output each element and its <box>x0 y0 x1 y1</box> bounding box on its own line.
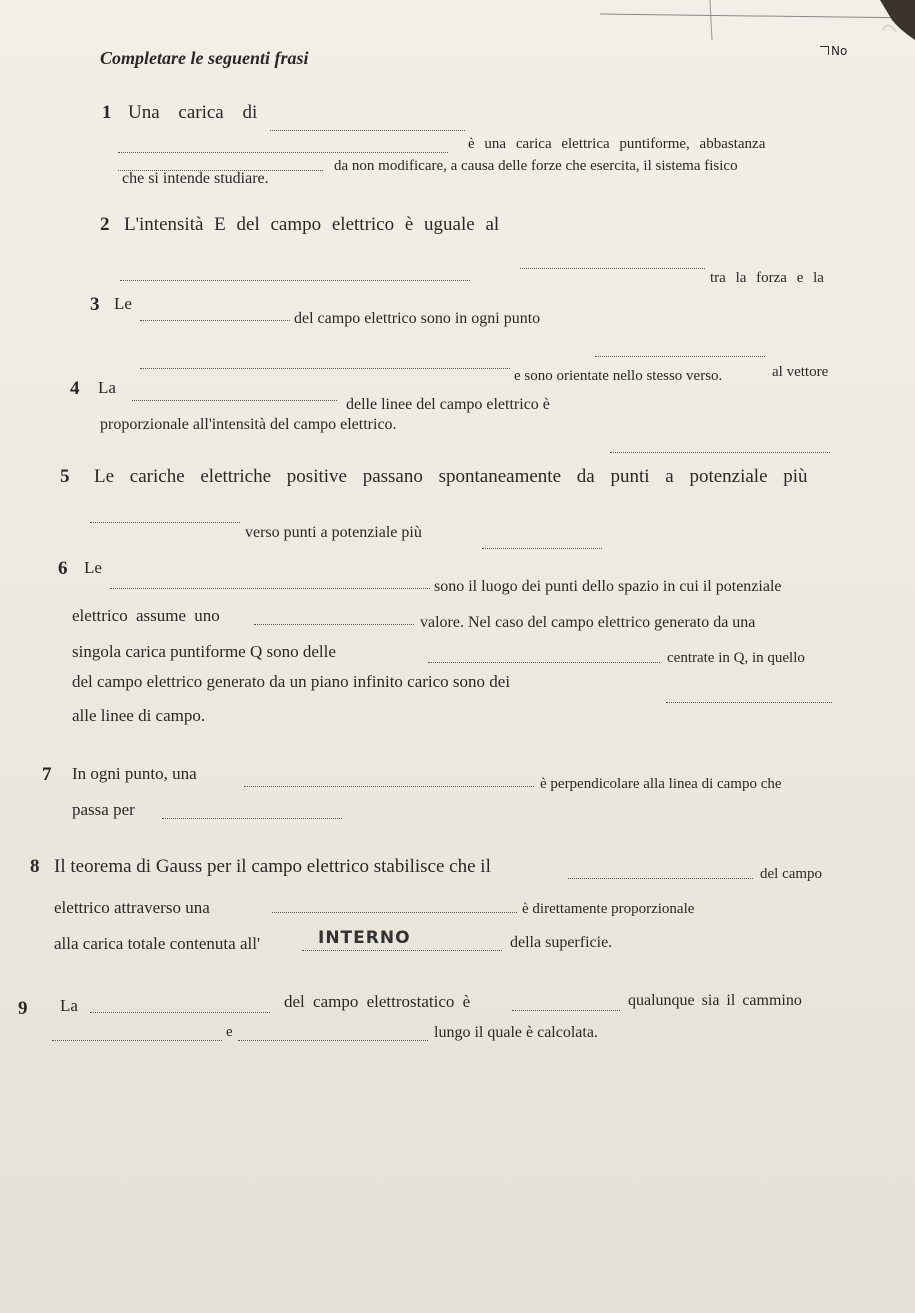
q7-blank-1[interactable] <box>244 786 534 787</box>
q4-number: 4 <box>70 378 80 399</box>
q1-text-d: che si intende studiare. <box>122 170 269 187</box>
q2-text-b: tra la forza e la <box>710 270 824 286</box>
q3-number: 3 <box>90 294 100 315</box>
q8-text-b: del campo <box>760 866 823 882</box>
q7-text-b: è perpendicolare alla linea di campo che <box>540 776 782 792</box>
q9-text-d: e <box>226 1024 233 1040</box>
q6-text-d: valore. Nel caso del campo elettrico generato da una <box>420 614 756 631</box>
q9-blank-2[interactable] <box>512 1010 620 1011</box>
q9-text-c: qualunque sia il cammino <box>628 992 802 1009</box>
q6-text-a: Le <box>84 558 102 577</box>
corner-decoration <box>600 0 915 50</box>
q6-text-e: singola carica puntiforme Q sono delle <box>72 642 336 661</box>
q6-text-f: centrate in Q, in quello <box>667 650 805 666</box>
q3-text-a: Le <box>114 294 132 313</box>
q1-text-b: è una carica elettrica puntiforme, abbastanza <box>468 136 766 152</box>
q6-blank-4[interactable] <box>666 702 832 703</box>
q5-text-a: Le cariche elettriche positive passano spontaneamente da punti a potenziale più <box>94 466 808 487</box>
q4-text-c: proporzionale all'intensità del campo elettrico. <box>100 416 397 433</box>
q5-number: 5 <box>60 466 70 487</box>
q5-blank-1[interactable] <box>90 522 240 523</box>
q7-number: 7 <box>42 764 52 785</box>
q9-text-e: lungo il quale è calcolata. <box>434 1024 598 1041</box>
q6-text-h: alle linee di campo. <box>72 706 206 725</box>
q3-text-d: e sono orientate nello stesso verso. <box>514 368 723 384</box>
q3-blank-2[interactable] <box>595 356 765 357</box>
q8-text-c: elettrico attraverso una <box>54 898 210 917</box>
q8-blank-3[interactable] <box>302 950 502 951</box>
q6-number: 6 <box>58 558 68 579</box>
q8-blank-1[interactable] <box>568 878 753 879</box>
corner-mark: No <box>831 44 848 58</box>
q7-text-a: In ogni punto, una <box>72 764 197 783</box>
q9-text-a: La <box>60 996 78 1015</box>
q1-blank-1[interactable] <box>270 130 465 131</box>
q3-blank-3[interactable] <box>140 368 510 369</box>
q8-number: 8 <box>30 856 40 877</box>
q2-text-a: L'intensità E del campo elettrico è uguale al <box>124 214 500 235</box>
q4-text-a: La <box>98 378 116 397</box>
q8-text-d: è direttamente proporzionale <box>522 901 695 917</box>
q8-text-a: Il teorema di Gauss per il campo elettrico stabilisce che il <box>54 856 491 877</box>
page-title: Completare le seguenti frasi <box>100 48 309 68</box>
q6-blank-1[interactable] <box>110 588 430 589</box>
q1-text-a: Una carica di <box>128 102 258 123</box>
q3-text-b: del campo elettrico sono in ogni punto <box>294 310 541 327</box>
q3-text-c: al vettore <box>772 364 829 380</box>
q2-number: 2 <box>100 214 110 235</box>
q9-text-b: del campo elettrostatico è <box>284 992 471 1011</box>
q8-handwritten-answer: INTERNO <box>318 928 411 948</box>
q2-blank-2[interactable] <box>520 268 705 269</box>
q9-number: 9 <box>18 998 28 1019</box>
q9-blank-1[interactable] <box>90 1012 270 1013</box>
q1-number: 1 <box>102 102 112 123</box>
q8-text-f: della superficie. <box>510 934 613 951</box>
q4-blank-1[interactable] <box>132 400 337 401</box>
q5-text-b: verso punti a potenziale più <box>245 524 422 541</box>
q1-blank-2[interactable] <box>118 152 448 153</box>
q6-text-g: del campo elettrico generato da un piano infinito carico sono dei <box>72 672 511 691</box>
q7-blank-2[interactable] <box>162 818 342 819</box>
q2-blank-1[interactable] <box>120 280 470 281</box>
q8-blank-2[interactable] <box>272 912 517 913</box>
q3-blank-1[interactable] <box>140 320 290 321</box>
q6-blank-2[interactable] <box>254 624 414 625</box>
q1-text-c: da non modificare, a causa delle forze che esercita, il sistema fisico <box>334 158 738 174</box>
q5-blank-2[interactable] <box>482 548 602 549</box>
q6-text-c: elettrico assume uno <box>72 606 220 625</box>
q7-text-c: passa per <box>72 800 135 819</box>
q6-blank-3[interactable] <box>428 662 660 663</box>
checkbox-corner-icon <box>820 46 829 55</box>
q9-blank-3[interactable] <box>52 1040 222 1041</box>
q6-text-b: sono il luogo dei punti dello spazio in cui il potenziale <box>434 578 782 595</box>
q9-blank-4[interactable] <box>238 1040 428 1041</box>
q8-text-e: alla carica totale contenuta all' <box>54 934 261 953</box>
q4-text-b: delle linee del campo elettrico è <box>346 396 550 413</box>
q4-blank-2[interactable] <box>610 452 830 453</box>
